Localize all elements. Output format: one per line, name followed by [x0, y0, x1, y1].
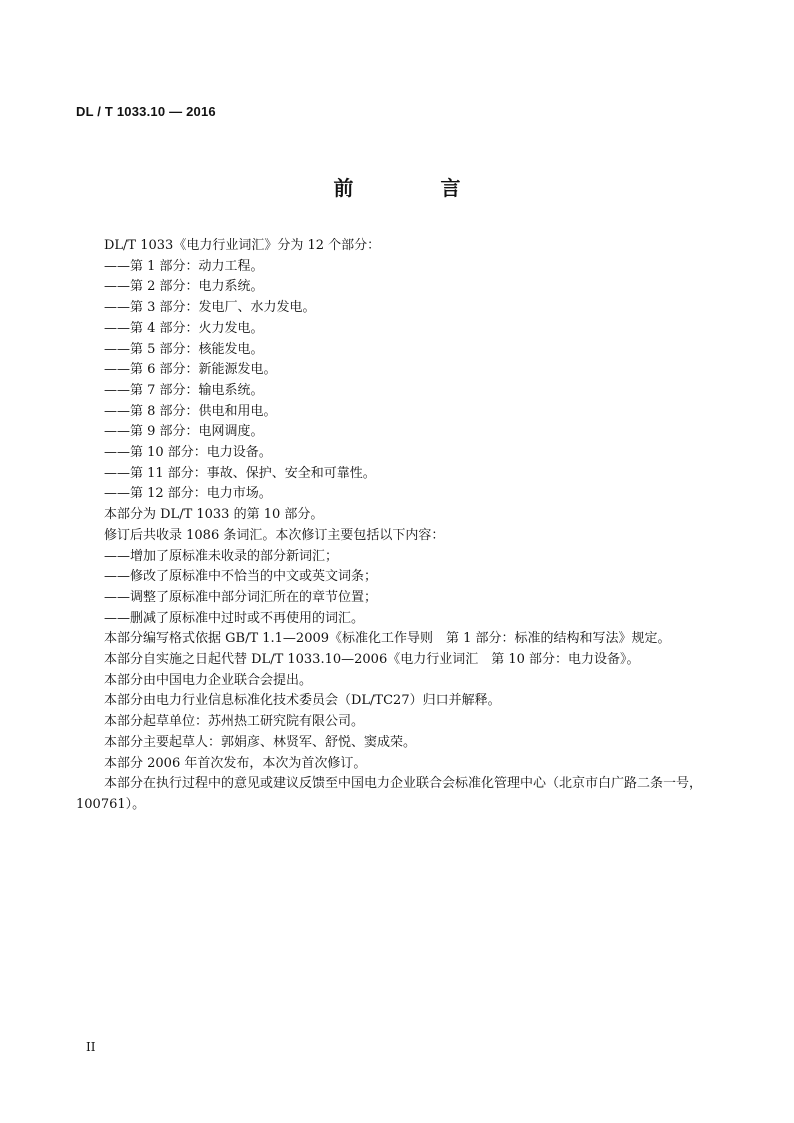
- format-basis-paragraph: 本部分编写格式依据 GB/T 1.1—2009《标准化工作导则 第 1 部分：标准的结构和写法》规定。: [104, 631, 671, 647]
- revisions-list: [76, 547, 716, 630]
- list-item: ——第 9 部分：电网调度。: [104, 424, 264, 440]
- list-item: ——第 5 部分：核能发电。: [104, 341, 264, 357]
- list-item: ——第 7 部分：输电系统。: [104, 382, 264, 398]
- list-item: ——第 6 部分：新能源发电。: [104, 362, 277, 378]
- list-item: ——第 4 部分：火力发电。: [104, 320, 264, 336]
- list-item: ——第 12 部分：电力市场。: [104, 486, 272, 502]
- list-item: ——第 3 部分：发电厂、水力发电。: [104, 300, 316, 316]
- list-item: ——第 10 部分：电力设备。: [104, 445, 272, 461]
- list-item: ——修改了原标准中不恰当的中文或英文词条；: [104, 569, 378, 585]
- list-item: ——第 1 部分：动力工程。: [104, 258, 264, 274]
- intro-paragraph: DL/T 1033《电力行业词汇》分为 12 个部分：: [104, 238, 381, 253]
- list-item: ——调整了原标准中部分词汇所在的章节位置；: [104, 589, 378, 605]
- parts-list: [76, 257, 716, 505]
- page-number: II: [86, 1040, 96, 1054]
- proposer-paragraph: 本部分由中国电力企业联合会提出。: [104, 672, 313, 688]
- committee-paragraph: 本部分由电力行业信息标准化技术委员会（DL/TC27）归口并解释。: [104, 693, 501, 709]
- page-title: 前 言: [333, 176, 501, 200]
- list-item: ——增加了原标准未收录的部分新词汇；: [104, 548, 339, 564]
- list-item: ——第 11 部分：事故、保护、安全和可靠性。: [104, 465, 376, 481]
- document-number: DL / T 1033.10 — 2016: [76, 104, 216, 119]
- foreword-body: [76, 236, 716, 816]
- history-paragraph: 本部分 2006 年首次发布，本次为首次修订。: [104, 755, 367, 771]
- list-item: ——删减了原标准中过时或不再使用的词汇。: [104, 610, 365, 626]
- feedback-paragraph: 本部分在执行过程中的意见或建议反馈至中国电力企业联合会标准化管理中心（北京市白广路二条一号，100761）。: [76, 776, 703, 812]
- replacement-paragraph: 本部分自实施之日起代替 DL/T 1033.10—2006《电力行业词汇 第 10 部分：电力设备》。: [104, 652, 640, 668]
- revision-intro: 修订后共收录 1086 条词汇。本次修订主要包括以下内容：: [104, 527, 445, 543]
- list-item: ——第 2 部分：电力系统。: [104, 279, 264, 295]
- drafting-unit-paragraph: 本部分起草单位：苏州热工研究院有限公司。: [104, 714, 365, 730]
- part-statement: 本部分为 DL/T 1033 的第 10 部分。: [104, 507, 324, 523]
- drafters-paragraph: 本部分主要起草人：郭娟彦、林贤军、舒悦、窦成荣。: [104, 734, 417, 750]
- list-item: ——第 8 部分：供电和用电。: [104, 403, 277, 419]
